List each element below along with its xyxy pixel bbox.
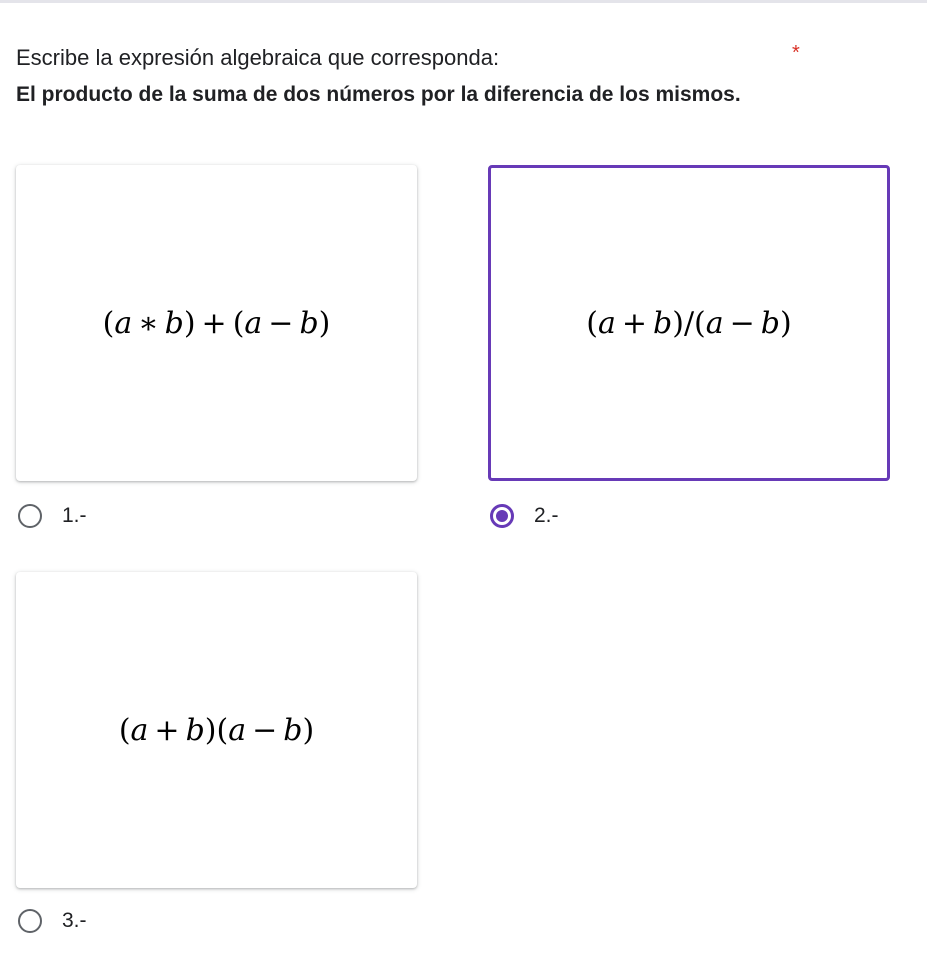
option-1-label: 1.- bbox=[62, 504, 87, 527]
question-title: Escribe la expresión algebraica que corresponda: bbox=[16, 45, 500, 70]
option-1-radio[interactable] bbox=[18, 504, 42, 528]
question-description: El producto de la suma de dos números por la diferencia de los mismos. bbox=[16, 83, 741, 106]
option-2-label: 2.- bbox=[534, 504, 559, 527]
required-asterisk: * bbox=[792, 42, 800, 64]
top-divider bbox=[0, 0, 927, 3]
radio-selected-dot bbox=[496, 510, 508, 522]
option-2-formula: (a + b)/(a − b) bbox=[586, 305, 792, 341]
option-3-radio[interactable] bbox=[18, 909, 42, 933]
option-1-image-card[interactable] bbox=[16, 165, 417, 481]
option-1-radio-row[interactable] bbox=[18, 504, 87, 528]
option-1-formula: (a ∗ b) + (a − b) bbox=[102, 305, 331, 341]
option-3-formula: (a + b)(a − b) bbox=[118, 712, 315, 748]
option-3-label: 3.- bbox=[62, 909, 87, 932]
option-2-image-card[interactable] bbox=[488, 165, 890, 481]
option-3-image-card[interactable] bbox=[16, 572, 417, 888]
option-3-radio-row[interactable] bbox=[18, 909, 87, 933]
option-2-radio-row[interactable] bbox=[490, 504, 559, 528]
option-2-radio[interactable] bbox=[490, 504, 514, 528]
